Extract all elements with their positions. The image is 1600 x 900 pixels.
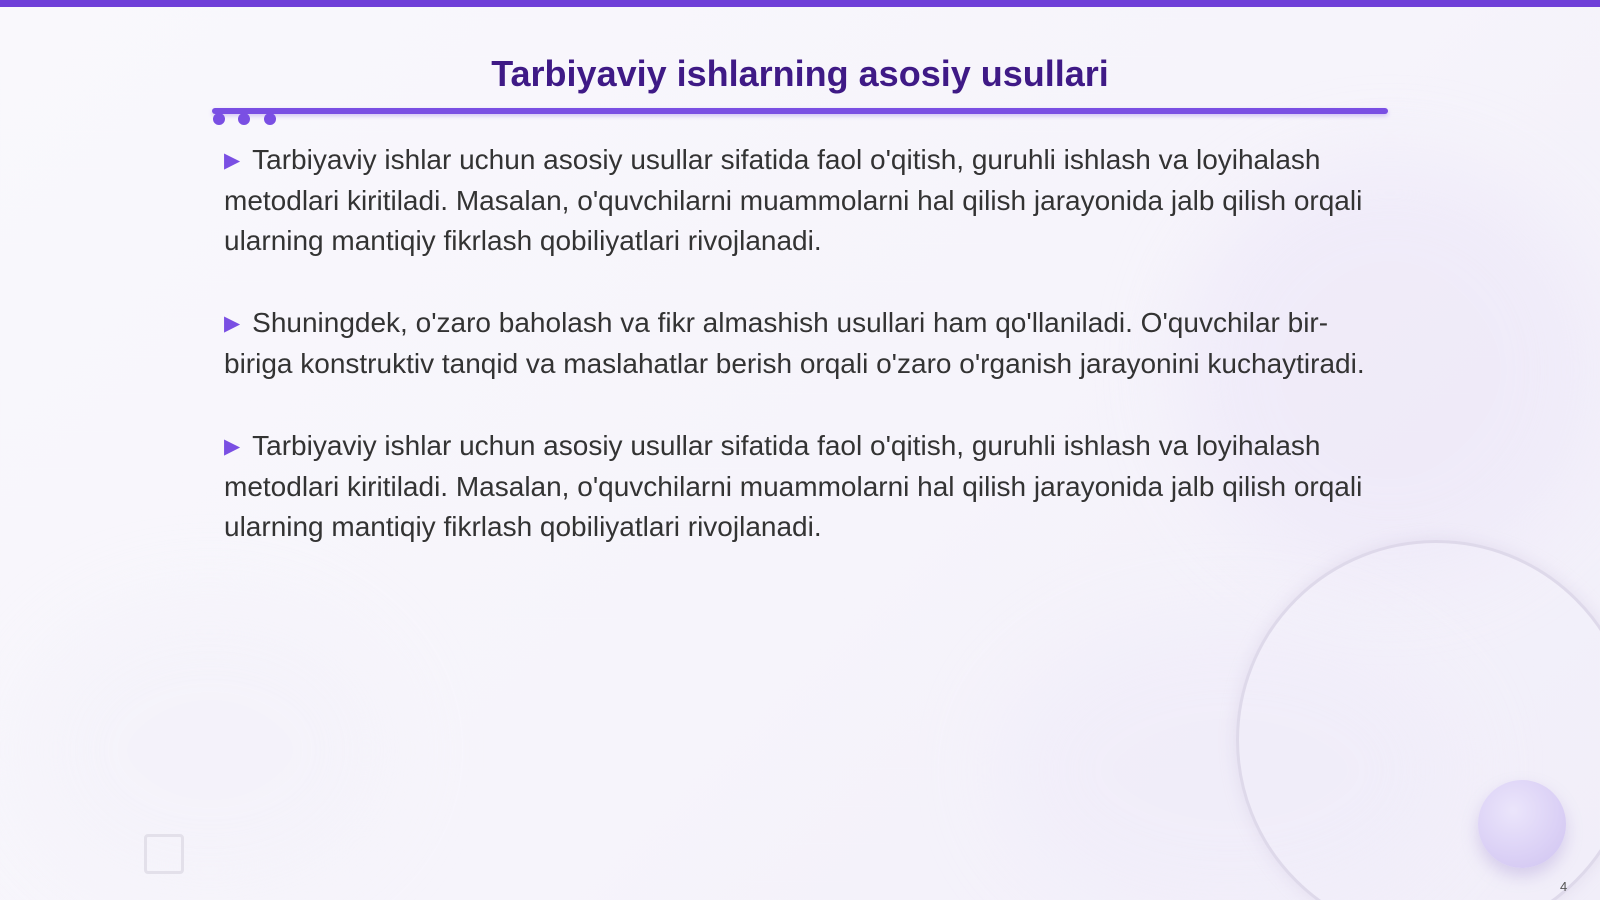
- triangle-bullet-icon: ▶: [224, 435, 241, 458]
- background-glow: [20, 600, 400, 900]
- decorative-square: [144, 834, 184, 874]
- underline-dot: [213, 113, 225, 125]
- triangle-bullet-icon: ▶: [224, 312, 241, 335]
- bullet-item: [224, 140, 1374, 261]
- bullet-text: Tarbiyaviy ishlar uchun asosiy usullar sifatida faol o'qitish, guruhli ishlash va loyihalash metodlari kiritiladi. Masalan, o'quvchilarni muammolarni hal qilish jarayonida jalb qilish orqali ularning mantiqiy fikrlash qobiliyatlari rivojlanadi.: [224, 430, 1363, 542]
- bullet-list: [224, 140, 1374, 589]
- underline-dot: [264, 113, 276, 125]
- bullet-text: Tarbiyaviy ishlar uchun asosiy usullar sifatida faol o'qitish, guruhli ishlash va loyihalash metodlari kiritiladi. Masalan, o'quvchilarni muammolarni hal qilish jarayonida jalb qilish orqali ularning mantiqiy fikrlash qobiliyatlari rivojlanadi.: [224, 144, 1363, 256]
- page-number: 4: [1560, 879, 1568, 894]
- top-accent-bar: [0, 0, 1600, 7]
- bullet-item: [224, 426, 1374, 547]
- bullet-item: [224, 303, 1374, 384]
- title-underline: [212, 108, 1388, 114]
- slide-title: Tarbiyaviy ishlarning asosiy usullari: [491, 53, 1109, 94]
- triangle-bullet-icon: ▶: [224, 149, 241, 172]
- underline-dot: [238, 113, 250, 125]
- bullet-text: Shuningdek, o'zaro baholash va fikr almashish usullari ham qo'llaniladi. O'quvchilar bir-biriga konstruktiv tanqid va maslahatlar berish orqali o'zaro o'rganish jarayonini kuchaytiradi.: [224, 307, 1365, 379]
- decorative-orb: [1478, 780, 1566, 868]
